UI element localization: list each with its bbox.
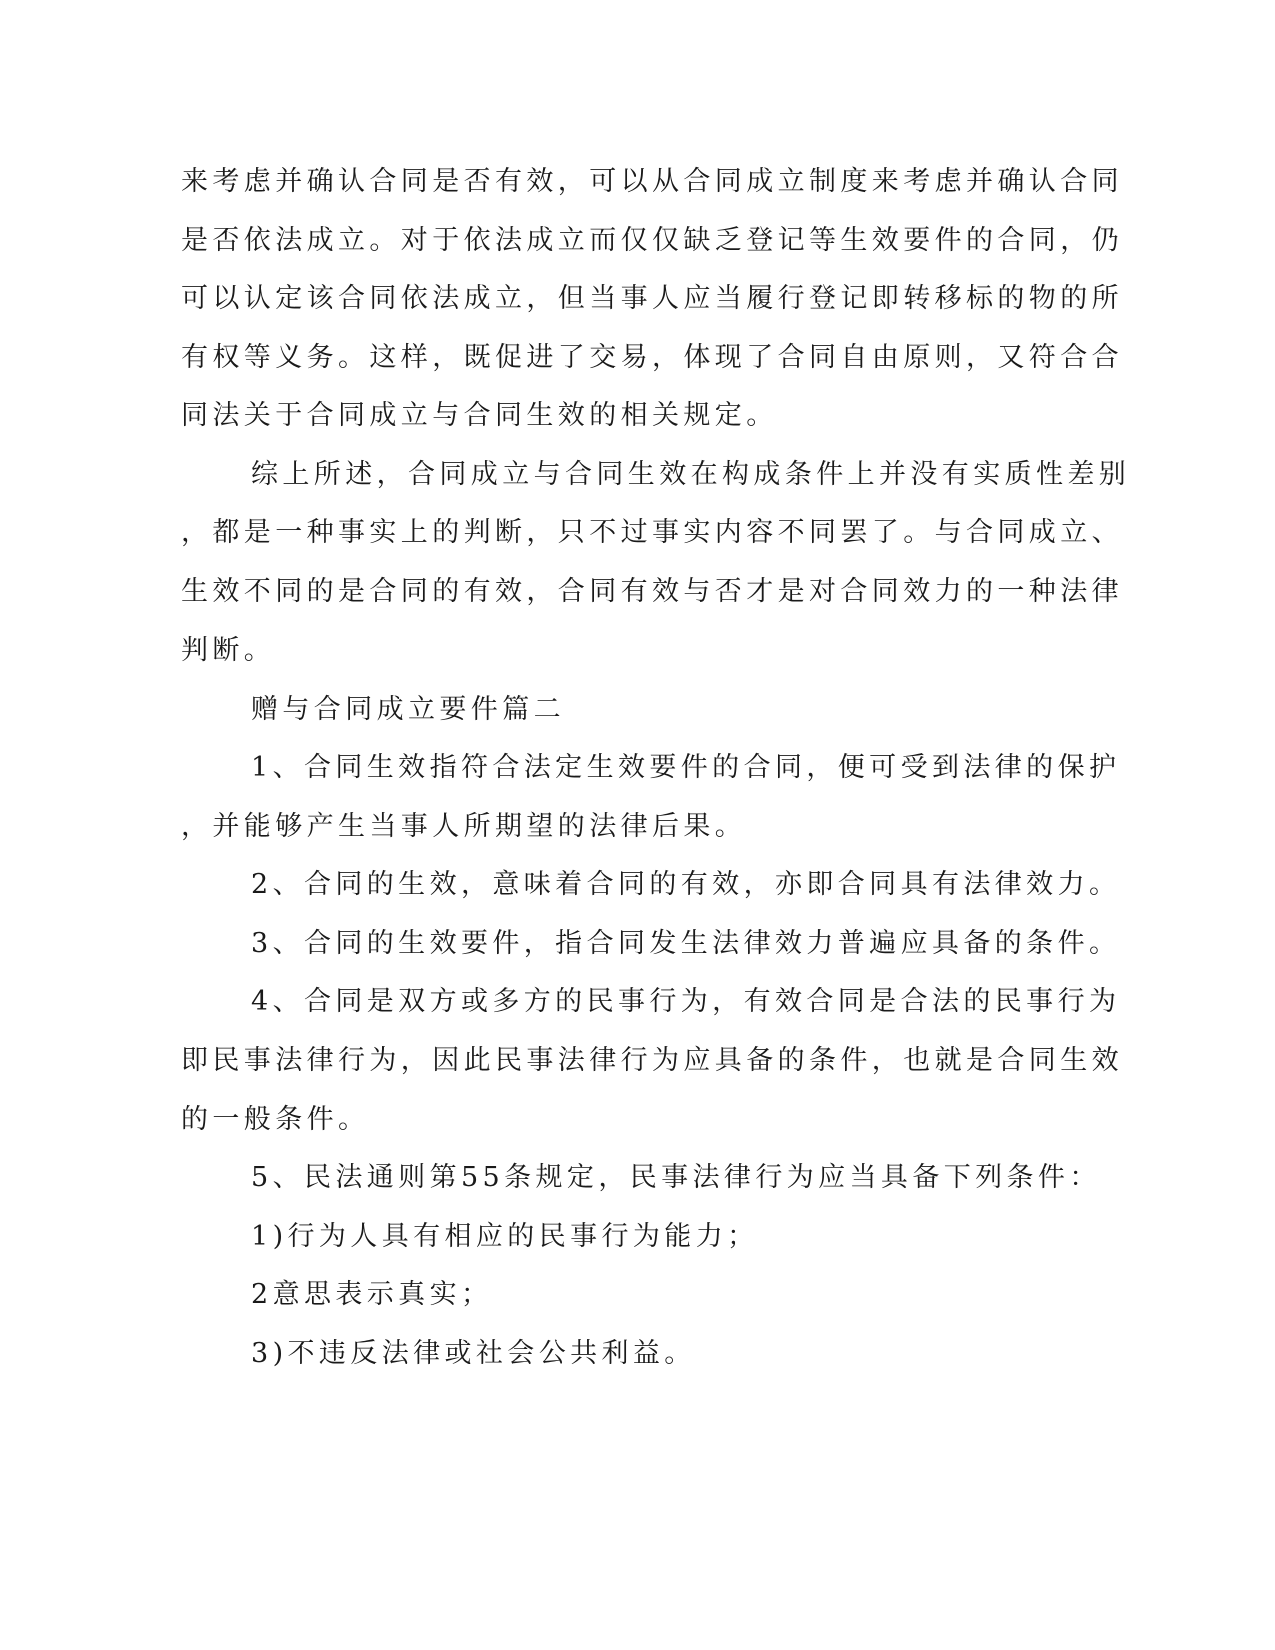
text-line: 1、合同生效指符合法定生效要件的合同，便可受到法律的保护 bbox=[251, 752, 1121, 783]
text-line: 可以认定该合同依法成立，但当事人应当履行登记即转移标的物的所 bbox=[181, 283, 1123, 314]
text-line: 4、合同是双方或多方的民事行为，有效合同是合法的民事行为 bbox=[251, 986, 1121, 1017]
text-line: 判断。 bbox=[181, 635, 276, 666]
text-line: 来考虑并确认合同是否有效，可以从合同成立制度来考虑并确认合同 bbox=[181, 166, 1123, 197]
text-line: 有权等义务。这样，既促进了交易，体现了合同自由原则，又符合合 bbox=[181, 342, 1123, 373]
text-line: 的一般条件。 bbox=[181, 1104, 370, 1135]
text-line: 生效不同的是合同的有效，合同有效与否才是对合同效力的一种法律 bbox=[181, 576, 1123, 607]
text-line: 同法关于合同成立与合同生效的相关规定。 bbox=[181, 400, 778, 431]
text-line: 综上所述，合同成立与合同生效在构成条件上并没有实质性差别 bbox=[251, 459, 1131, 490]
text-line: 3、合同的生效要件，指合同发生法律效力普遍应具备的条件。 bbox=[251, 928, 1121, 959]
section-heading: 赠与合同成立要件篇二 bbox=[251, 694, 565, 725]
text-line: 2、合同的生效，意味着合同的有效，亦即合同具有法律效力。 bbox=[251, 869, 1121, 900]
text-line: 即民事法律行为，因此民事法律行为应具备的条件，也就是合同生效 bbox=[181, 1045, 1123, 1076]
text-line: ，都是一种事实上的判断，只不过事实内容不同罢了。与合同成立、 bbox=[181, 517, 1123, 548]
list-item: 2意思表示真实； bbox=[251, 1279, 493, 1310]
list-item: 3)不违反法律或社会公共利益。 bbox=[251, 1338, 696, 1369]
text-line: ，并能够产生当事人所期望的法律后果。 bbox=[181, 811, 747, 842]
text-line: 是否依法成立。对于依法成立而仅仅缺乏登记等生效要件的合同，仍 bbox=[181, 225, 1123, 256]
text-line: 5、民法通则第55条规定，民事法律行为应当具备下列条件： bbox=[251, 1162, 1101, 1193]
list-item: 1)行为人具有相应的民事行为能力； bbox=[251, 1221, 759, 1252]
